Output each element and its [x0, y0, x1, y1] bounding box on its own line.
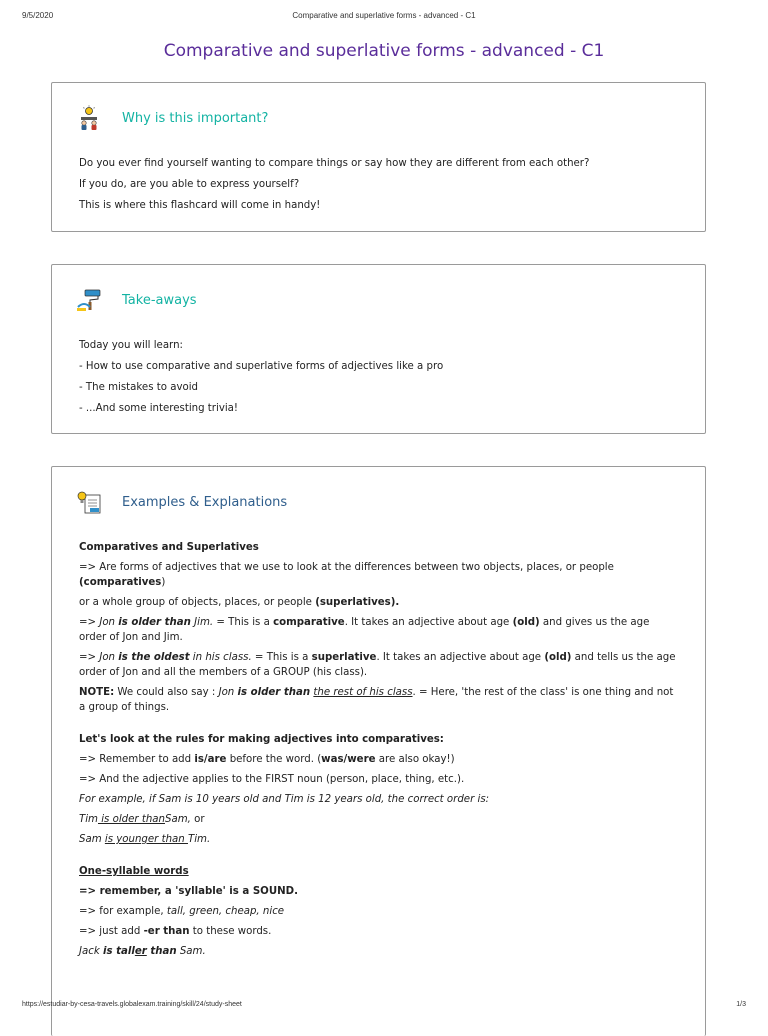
text-run: . It takes an adjective about age [376, 652, 545, 663]
card-body [79, 156, 679, 219]
text-line [79, 650, 679, 680]
text-run: Tim [79, 814, 98, 825]
text-run: is/are [194, 754, 227, 765]
text-run: and gives us the age order of Jon and Jim. [79, 617, 650, 643]
text-run: Sam. [176, 946, 206, 957]
text-run: Jon [99, 652, 119, 663]
text-run: superlative [311, 652, 377, 663]
print-header-title: Comparative and superlative forms - advanced - C1 [292, 11, 476, 20]
text-run: is tall [103, 946, 135, 957]
text-run: => Are forms of adjectives that we use to look at the differences between two objects, places, or people [79, 562, 614, 573]
text-run: One-syllable words [79, 866, 189, 877]
text-run: Comparatives and Superlatives [79, 542, 259, 553]
card-heading: Examples & Explanations [122, 494, 288, 510]
text-line [79, 944, 679, 959]
section-title [79, 732, 679, 747]
text-run: . It takes an adjective about age [344, 617, 513, 628]
text-run: er [134, 946, 147, 957]
text-run: Sam [79, 834, 105, 845]
text-run: Let's look at the rules for making adjectives into comparatives: [79, 734, 444, 745]
text-run: -er than [143, 926, 190, 937]
text-line: => And the adjective applies to the FIRST noun (person, place, thing, etc.). [79, 774, 465, 785]
text-run: Jon [99, 617, 119, 628]
page-title: Comparative and superlative forms - advanced - C1 [163, 41, 605, 61]
text-line: If you do, are you able to express yourself? [79, 179, 300, 190]
text-run: tall, green, cheap, nice [166, 906, 285, 917]
print-footer-url: https://estudiar-by-cesa-travels.globalexam.training/skill/24/study-sheet [22, 1001, 242, 1008]
text-run: Jack [79, 946, 103, 957]
card-header [76, 487, 287, 517]
why-important-card [51, 82, 706, 232]
section-title [79, 864, 679, 879]
card-heading: Why is this important? [122, 110, 269, 126]
text-line: - The mistakes to avoid [79, 382, 199, 393]
print-date: 9/5/2020 [22, 11, 54, 20]
text-run: Jim. [190, 617, 214, 628]
text-run: (comparatives [79, 577, 162, 588]
text-run: was/were [321, 754, 376, 765]
text-run: comparative [273, 617, 345, 628]
text-run: => for example, [79, 906, 167, 917]
print-page-number: 1/3 [736, 1001, 746, 1008]
text-line: This is where this flashcard will come in handy! [79, 200, 321, 211]
card-body [79, 338, 679, 422]
text-run: => [79, 617, 100, 628]
text-run: = This is a [213, 617, 274, 628]
text-run: => remember, a 'syllable' is a SOUND. [79, 886, 298, 897]
text-line: - How to use comparative and superlative forms of adjectives like a pro [79, 361, 444, 372]
text-run: is the oldest [118, 652, 190, 663]
text-run: We could also say : [114, 687, 219, 698]
text-run: is older than [97, 814, 165, 825]
text-run: is older than [118, 617, 191, 628]
text-run: or a whole group of objects, places, or people [79, 597, 316, 608]
text-run: before the word. ( [226, 754, 322, 765]
text-line: Do you ever find yourself wanting to compare things or say how they are different from each other? [79, 158, 590, 169]
text-run: Jon [218, 687, 238, 698]
text-line: - ...And some interesting trivia! [79, 403, 239, 414]
card-heading: Take-aways [122, 292, 197, 308]
text-run: => just add [79, 926, 144, 937]
text-run: ) [161, 577, 166, 588]
text-run: in his class. [189, 652, 252, 663]
text-run: NOTE: [79, 687, 115, 698]
text-run: = This is a [251, 652, 312, 663]
note-line [79, 685, 679, 715]
text-line [79, 924, 679, 939]
text-line [79, 595, 679, 610]
text-line [79, 884, 679, 899]
section-title [79, 540, 679, 555]
text-run: is younger than [104, 834, 188, 845]
text-run: => Remember to add [79, 754, 195, 765]
text-run: (superlatives). [315, 597, 400, 608]
text-run: Tim. [187, 834, 211, 845]
text-line [79, 560, 679, 590]
text-run: . = Here, 'the rest of the class' is one thing and not a group of things. [79, 687, 674, 713]
text-run: (old) [544, 652, 572, 663]
text-line [79, 792, 679, 807]
text-line: Today you will learn: [79, 340, 183, 351]
card-header [76, 103, 268, 133]
examples-card [51, 466, 706, 1036]
text-run: the rest of his class [313, 687, 413, 698]
text-run: and tells us the age order of Jon and all the members of a GROUP (his class). [79, 652, 676, 678]
text-line [79, 615, 679, 645]
presenter-lightbulb-icon [76, 105, 102, 131]
text-run: are also okay!) [375, 754, 455, 765]
text-line [79, 812, 679, 827]
lightbulb-document-icon [76, 489, 102, 515]
text-run: than [146, 946, 177, 957]
text-run: to these words. [189, 926, 272, 937]
text-line [79, 904, 679, 919]
card-body [79, 540, 679, 964]
text-run: For example, if Sam is 10 years old and Tim is 12 years old, the correct order is: [79, 794, 490, 805]
text-run: => [79, 652, 100, 663]
text-run: is older than [237, 687, 311, 698]
text-line [79, 832, 679, 847]
takeaways-card [51, 264, 706, 434]
text-run: Sam, [164, 814, 191, 825]
text-line [79, 752, 679, 767]
card-header [76, 285, 197, 315]
text-run: (old) [512, 617, 540, 628]
text-run: or [190, 814, 205, 825]
paint-roller-icon [76, 287, 102, 313]
